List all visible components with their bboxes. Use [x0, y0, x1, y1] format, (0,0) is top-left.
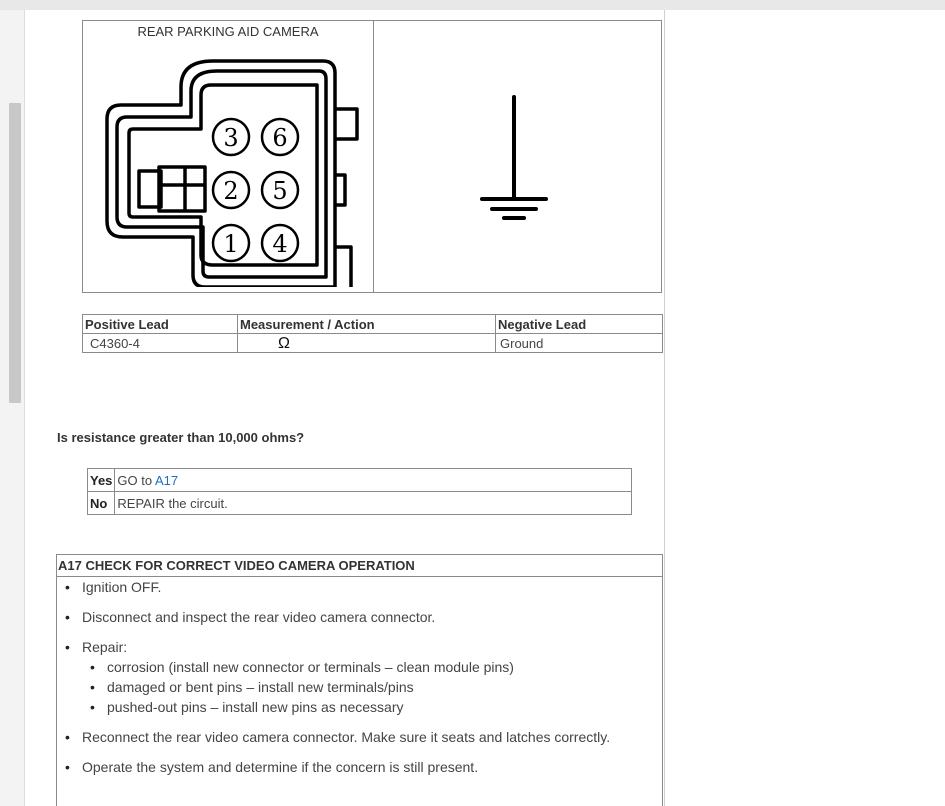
list-item: • Reconnect the rear video camera connector. Make sure it seats and latches correctly. [82, 728, 610, 747]
pin-label-5: 5 [272, 177, 288, 205]
list-item-repair [82, 638, 610, 717]
yes-action [115, 469, 632, 492]
connector-diagram-table [82, 20, 662, 293]
list-item: • Operate the system and determine if the concern is still present. [82, 758, 610, 777]
pin-label-3: 3 [223, 124, 239, 152]
pin-label-6: 6 [272, 124, 288, 152]
ground-symbol-icon [476, 93, 556, 223]
question-text: Is resistance greater than 10,000 ohms? [57, 430, 305, 445]
diagram-title: REAR PARKING AID CAMERA [137, 24, 319, 39]
measurement-table [82, 314, 663, 353]
cell-measurement: Ω [238, 334, 496, 353]
step-title: A17 CHECK FOR CORRECT VIDEO CAMERA OPERATION [57, 555, 662, 577]
pin-label-2: 2 [223, 177, 239, 205]
repair-label: Repair: [82, 639, 128, 655]
cell-negative-lead: Ground [496, 334, 663, 353]
yes-no-table [87, 468, 632, 515]
pin-label-4: 4 [272, 230, 288, 258]
list-item: • Disconnect and inspect the rear video camera connector. [82, 608, 610, 627]
right-blank-area [665, 10, 945, 806]
header-measurement-action: Measurement / Action [238, 315, 496, 334]
no-action: REPAIR the circuit. [115, 492, 632, 515]
answer-row-no [88, 492, 632, 515]
answer-row-yes [88, 469, 632, 492]
yes-prefix: GO to [117, 472, 153, 488]
list-item: • Ignition OFF. [82, 578, 610, 597]
header-positive-lead: Positive Lead [83, 315, 238, 334]
sub-list-item: • corrosion (install new connector or terminals – clean module pins) [107, 658, 610, 677]
step-a17-section [56, 554, 663, 806]
yes-key: Yes [88, 469, 115, 492]
no-key: No [88, 492, 115, 515]
repair-sublist [82, 658, 610, 717]
left-scroll-track[interactable] [0, 10, 25, 806]
connector-face-drawing [93, 57, 363, 287]
sub-list-item: • pushed-out pins – install new pins as necessary [107, 698, 610, 717]
link-a17[interactable]: A17 [155, 472, 179, 488]
scrollbar-thumb[interactable] [9, 103, 21, 403]
cell-positive-lead: C4360-4 [83, 334, 238, 353]
pin-label-1: 1 [223, 230, 239, 258]
step-list [82, 578, 610, 788]
sub-list-item: • damaged or bent pins – install new terminals/pins [107, 678, 610, 697]
diagram-divider [373, 21, 374, 292]
header-negative-lead: Negative Lead [496, 315, 663, 334]
